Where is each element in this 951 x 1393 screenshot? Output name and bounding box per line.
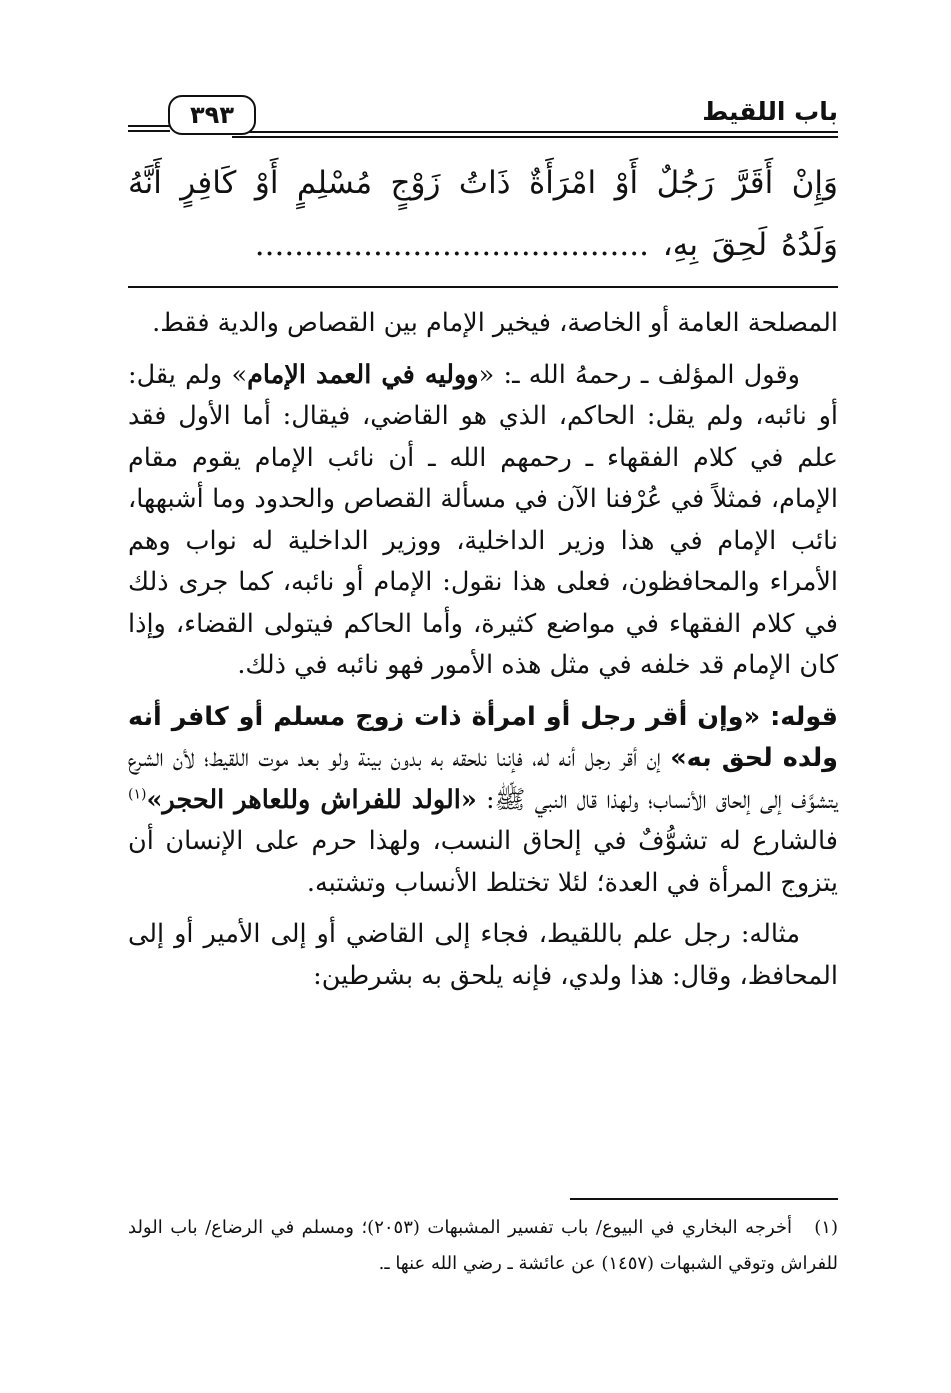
footnote-ref: (١)	[128, 786, 147, 802]
footnote-number: (١)	[814, 1217, 838, 1238]
paragraph-4: مثاله: رجل علم باللقيط، فجاء إلى القاضي أو إلى الأمير أو إلى المحافظ، وقال: هذا ولدي، فإنه يلحق به بشرطين:	[128, 919, 838, 991]
footnote-text: أخرجه البخاري في البيوع/ باب تفسير المشبهات (٢٠٥٣)؛ ومسلم في الرضاع/ باب الولد للفراش وتوقي الشبهات (١٤٥٧) عن عائشة ـ رضي الله عنها ـ.	[128, 1217, 838, 1274]
matn-divider	[128, 286, 838, 288]
qawluh-label: قوله:	[770, 701, 838, 732]
footnote-divider	[570, 1198, 838, 1200]
footnote	[128, 1210, 838, 1282]
header-rule-left-lower	[128, 130, 170, 132]
header-rule-right	[232, 131, 838, 133]
paragraph-2: وقول المؤلف ـ رحمهُ الله ـ: «ووليه في العمد الإمام» ولم يقل: أو نائبه، ولم يقل: الحاكم، الذي هو القاضي، فيقال: أما الأول فقد علم في كلام الفقهاء ـ رحمهم الله ـ أن نائب الإمام يقوم مقام الإمام، فمثلاً في عُرْفنا الآن في مسألة القصاص والحدود وما أشبهها، نائب الإمام في هذا وزير الداخلية، ووزير الداخلية له نواب وهم الأمراء والمحافظون، فعلى هذا نقول: الإمام أو نائبه، كما جرى ذلك في كلام الفقهاء في مواضع كثيرة، وأما الحاكم فيتولى القضاء، وإذا كان الإمام قد خلفه في مثل هذه الأمور فهو نائبه في ذلك.	[128, 359, 838, 680]
header-rule-left	[128, 125, 170, 127]
paragraph-1: المصلحة العامة أو الخاصة، فيخير الإمام بين القصاص والدية فقط.	[152, 308, 838, 338]
commentary-body	[128, 303, 838, 997]
matn-quote: وَإِنْ أَقَرَّ رَجُلٌ أَوْ امْرَأَةٌ ذَاتُ زَوْجٍ مُسْلِمٍ أَوْ كَافِرٍ أَنَّهُ وَلَدُهُ لَحِقَ بِهِ،	[128, 165, 838, 263]
header-rule-right-lower	[232, 136, 838, 138]
chapter-title: باب اللقيط	[702, 97, 838, 126]
page-number: ٣٩٣	[168, 95, 256, 135]
matn-dots: ........................................	[254, 227, 649, 263]
hadith-quote: «الولد للفراش وللعاهر الحجر»	[146, 784, 477, 815]
running-header	[128, 95, 838, 137]
paragraph-3: قوله: «وإن أقر رجل أو امرأة ذات زوج مسلم أو كافر أنه ولده لحق به» إن أقر رجل أنه له، فإننا نلحقه به بدون بينة ولو بعد موت اللقيط؛ لأن الشرع يتشوَّف إلى إلحاق الأنساب؛ ولهذا قال النبي ﷺ: «الولد للفراش وللعاهر الحجر»$^{(١)}$ فالشارع له تشوُّفٌ في إلحاق النسب، ولهذا حرم على الإنسان أن يتزوج المرأة في العدة؛ لئلا تختلط الأنساب وتشتبه.	[128, 701, 839, 898]
matn-citation: «وإن أقر رجل أو امرأة ذات زوج مسلم أو كافر أنه ولده لحق به»	[128, 701, 838, 773]
quoted-phrase: ووليه في العمد الإمام	[247, 359, 479, 390]
matn-text	[128, 152, 838, 276]
